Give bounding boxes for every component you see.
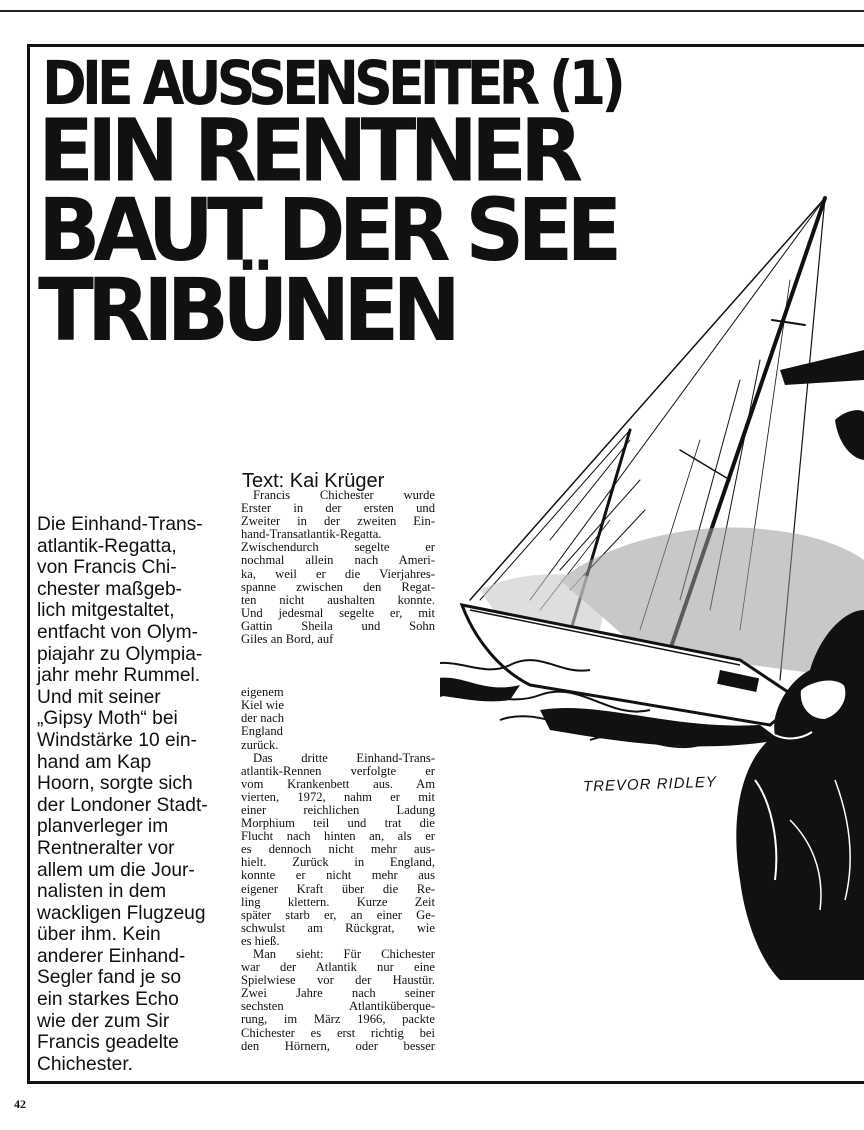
intro-line: Und mit seiner	[37, 686, 161, 708]
intro-line: wackligen Flugzeug	[37, 902, 206, 924]
intro-line: „Gipsy Moth“ bei	[37, 708, 178, 730]
intro-line: jahr mehr Rummel.	[37, 665, 201, 687]
body-line: Giles an Bord, auf	[241, 632, 334, 647]
intro-line: Hoorn, sorgte sich	[37, 773, 193, 795]
body-line: den Hörnern, oder besser	[241, 1038, 435, 1053]
intro-line: nalisten in dem	[37, 881, 167, 903]
body-line: Zwei Jahre nach seiner	[241, 986, 435, 1001]
intro-line: anderer Einhand-	[37, 945, 186, 967]
body-line: Francis Chichester wurde	[253, 488, 435, 502]
headline-line: EIN RENTNER	[38, 101, 577, 202]
body-line: ten nicht aushalten konnte.	[241, 592, 435, 607]
body-line: war der Atlantik nur eine	[241, 960, 435, 975]
body-line: eigenem	[241, 685, 284, 700]
intro-line: Windstärke 10 ein-	[37, 729, 197, 751]
body-line: nochmal allein nach Ameri-	[241, 553, 435, 568]
body-line: später starb er, an einer Ge-	[241, 907, 435, 922]
body-line: der nach	[241, 711, 285, 726]
intro-line: piajahr zu Olympia-	[37, 643, 203, 665]
body-line: Das dritte Einhand-Trans-	[253, 750, 435, 765]
intro-line: atlantik-Regatta,	[37, 535, 177, 557]
intro-line: Chichester.	[37, 1053, 133, 1075]
intro-line: von Francis Chi-	[37, 557, 177, 579]
body-line: Und jedesmal segelte er, mit	[241, 605, 435, 620]
intro-line: der Londoner Stadt-	[37, 794, 208, 816]
body-line: es hieß.	[241, 933, 280, 948]
body-line: ka, weil er die Vierjahres-	[241, 566, 435, 581]
top-rule	[0, 10, 864, 12]
intro-line: ein starkes Echo	[37, 989, 179, 1011]
body-line: Gattin Sheila und Sohn	[241, 618, 435, 633]
body-line: hand-Transatlantik-Regatta.	[241, 527, 382, 542]
byline: Text: Kai Krüger	[242, 470, 385, 492]
body-line: Flucht nach hinten an, als er	[241, 829, 435, 844]
body-line: spanne zwischen den Regat-	[241, 579, 435, 594]
intro-line: hand am Kap	[37, 751, 152, 773]
page-number: 42	[14, 1097, 26, 1111]
body-line: Zweiter in der zweiten Ein-	[241, 514, 435, 529]
intro-line: wie der zum Sir	[37, 1010, 170, 1032]
intro-line: allem um die Jour-	[37, 859, 195, 881]
body-line: Kiel wie	[241, 698, 285, 713]
illustrator-signature: TREVOR RIDLEY	[582, 773, 718, 796]
body-line: einer reichlichen Ladung	[241, 802, 435, 817]
body-line: Man sieht: Für Chichester	[253, 947, 435, 961]
headline-line: TRIBÜNEN	[38, 261, 454, 361]
body-line: vom Krankenbett aus. Am	[241, 776, 435, 791]
body-line: zurück.	[241, 737, 279, 752]
body-line: konnte er nicht mehr aus	[241, 868, 435, 883]
body-line: Spielwiese vor der Haustür.	[241, 973, 435, 988]
series-label: DIE AUSSENSEITER (1)	[42, 47, 621, 119]
body-line: England	[241, 724, 283, 739]
body-line: es dennoch nicht mehr aus-	[241, 842, 435, 857]
body-line: Morphium teil und trat die	[241, 816, 435, 831]
intro-line: Segler fand je so	[37, 967, 181, 989]
body-line: hielt. Zurück in England,	[241, 855, 435, 870]
body-line: eigener Kraft über die Re-	[241, 881, 435, 896]
intro-line: entfacht von Olym-	[37, 621, 199, 643]
body-column	[241, 489, 435, 1053]
body-line: schwulst am Rückgrat, wie	[241, 920, 435, 935]
intro-paragraph	[37, 514, 233, 1075]
body-line: ling klettern. Kurze Zeit	[241, 894, 435, 909]
body-line: vierten, 1972, nahm er mit	[241, 789, 435, 804]
body-line: rung, im März 1966, packte	[241, 1012, 435, 1027]
intro-line: lich mitgestaltet,	[37, 600, 175, 622]
intro-line: Die Einhand-Trans-	[37, 514, 203, 535]
body-line: atlantik-Rennen verfolgte er	[241, 763, 435, 778]
intro-line: chester maßgeb-	[37, 578, 183, 600]
intro-line: Rentneralter vor	[37, 837, 175, 859]
body-line: Zwischendurch segelte er	[241, 540, 435, 555]
body-line: Chichester es erst richtig bei	[241, 1025, 435, 1040]
intro-line: Francis geadelte	[37, 1032, 179, 1054]
headline-line: BAUT DER SEE	[38, 181, 616, 282]
sailboat-illustration	[440, 180, 864, 1000]
body-line: Erster in der ersten und	[241, 501, 435, 516]
intro-line: planverleger im	[37, 816, 169, 838]
intro-line: über ihm. Kein	[37, 924, 161, 946]
body-line: sechsten Atlantiküberque-	[241, 999, 435, 1014]
